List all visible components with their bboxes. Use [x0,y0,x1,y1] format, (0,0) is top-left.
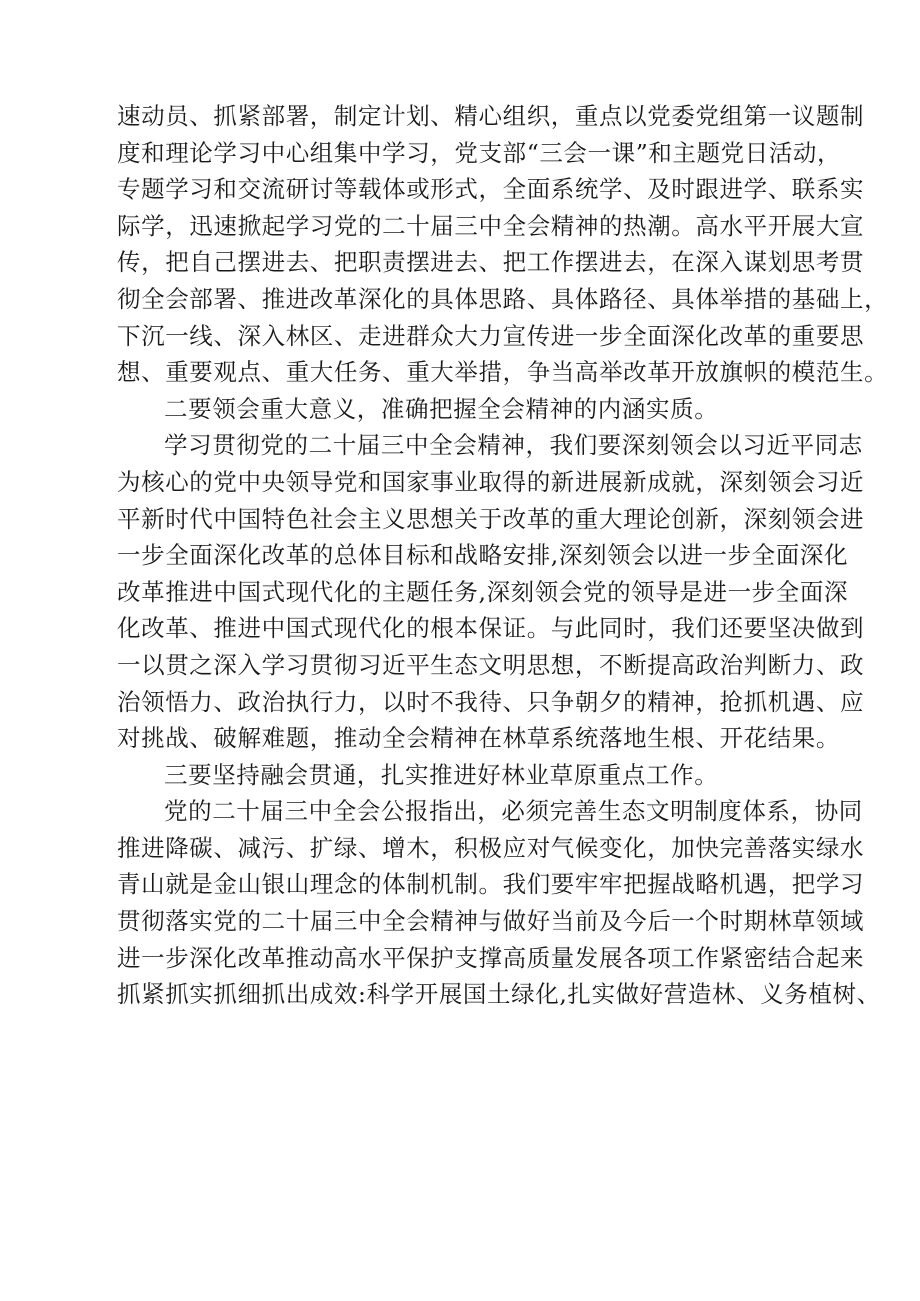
text-line: 际学，迅速掀起学习党的二十届三中全会精神的热潮。高水平开展大宣 [117,211,865,240]
text-line: 学习贯彻党的二十届三中全会精神，我们要深刻领会以习近平同志 [164,431,863,460]
text-line: 改革推进中国式现代化的主题任务,深刻领会党的领导是进一步全面深 [117,577,849,606]
text-line: 贯彻落实党的二十届三中全会精神与做好当前及今后一个时期林草领域 [117,907,865,936]
text-line: 专题学习和交流研讨等载体或形式，全面系统学、及时跟进学、联系实 [117,175,865,204]
text-line: 速动员、抓紧部署，制定计划、精心组织，重点以党委党组第一议题制 [117,102,865,130]
text-line: 传，把自己摆进去、把职责摆进去、把工作摆进去，在深入谋划思考贯 [117,248,865,277]
text-line: 化改革、推进中国式现代化的根本保证。与此同时，我们还要坚决做到 [117,614,865,643]
text-line: 一以贯之深入学习贯彻习近平生态文明思想，不断提高政治判断力、政 [117,650,865,679]
text-line: 想、重要观点、重大任务、重大举措，争当高举改革开放旗帜的模范生。 [117,358,889,387]
text-line: 平新时代中国特色社会主义思想关于改革的重大理论创新，深刻领会进 [117,504,865,533]
text-line: 抓紧抓实抓细抓出成效:科学开展国土绿化,扎实做好营造林、义务植树、 [117,980,881,1009]
text-line: 进一步深化改革推动高水平保护支撑高质量发展各项工作紧密结合起来 [117,943,865,972]
text-line: 度和理论学习中心组集中学习，党支部“三会一课”和主题党日活动， [117,138,842,167]
text-line: 青山就是金山银山理念的体制机制。我们要牢牢把握战略机遇，把学习 [117,870,865,899]
text-line: 治领悟力、政治执行力，以时不我待、只争朝夕的精神，抢抓机遇、应 [117,687,865,716]
body-text [117,98,889,1013]
text-line: 下沉一线、深入林区、走进群众大力宣传进一步全面深化改革的重要思 [117,321,865,350]
text-line: 推进降碳、减污、扩绿、增木，积极应对气候变化，加快完善落实绿水 [117,833,865,862]
text-line: 党的二十届三中全会公报指出，必须完善生态文明制度体系，协同 [164,797,863,826]
text-line: 一步全面深化改革的总体目标和战略安排,深刻领会以进一步全面深化 [117,541,849,570]
text-line: 二要领会重大意义，准确把握全会精神的内涵实质。 [164,394,719,423]
text-line: 为核心的党中央领导党和国家事业取得的新进展新成就，深刻领会习近 [117,467,865,496]
text-line: 对挑战、破解难题，推动全会精神在林草系统落地生根、开花结果。 [117,724,840,753]
text-line: 彻全会部署、推进改革深化的具体思路、具体路径、具体举措的基础上， [117,284,889,313]
text-line: 三要坚持融会贯通，扎实推进好林业草原重点工作。 [164,760,719,789]
